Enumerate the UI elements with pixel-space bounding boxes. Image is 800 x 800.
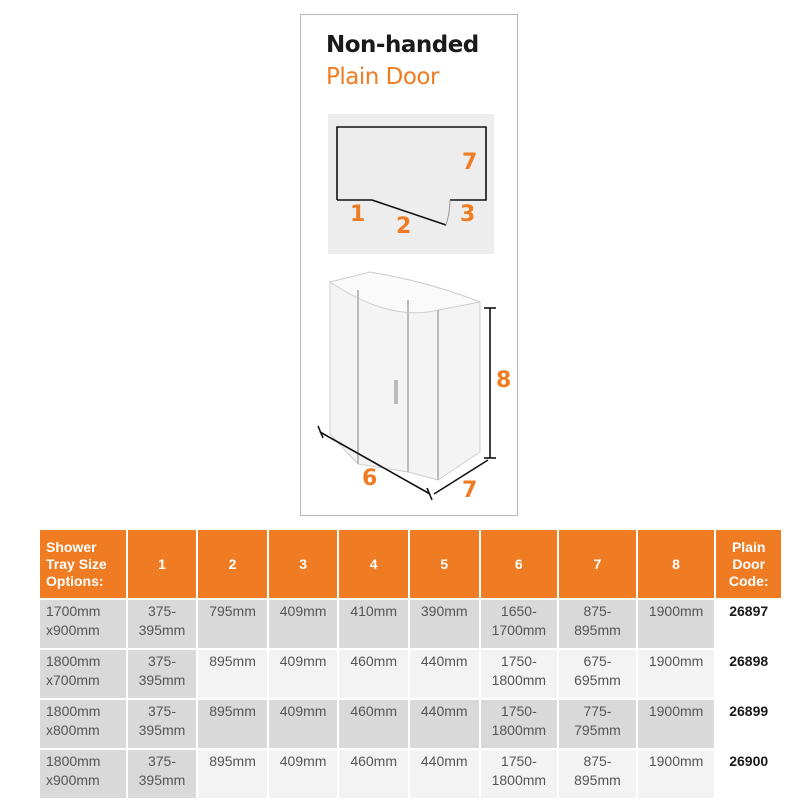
cell-dim-5: 440mm <box>410 650 479 698</box>
panel-subtitle: Plain Door <box>326 64 439 90</box>
plan-label-2: 2 <box>396 214 412 239</box>
cell-dim-8: 1900mm <box>638 700 715 748</box>
cell-dim-6: 1750- 1800mm <box>481 700 558 748</box>
cell-tray-size: 1700mm x900mm <box>40 600 126 648</box>
perspective-label-8: 8 <box>496 368 512 393</box>
cell-dim-7: 675- 695mm <box>559 650 636 698</box>
cell-door-code: 26900 <box>716 750 781 798</box>
cell-dim-4: 460mm <box>339 750 408 798</box>
cell-dim-8: 1900mm <box>638 750 715 798</box>
cell-door-code: 26898 <box>716 650 781 698</box>
panel-title: Non-handed <box>326 32 479 58</box>
plan-label-3: 3 <box>460 202 476 227</box>
header-col-7: 7 <box>559 530 636 598</box>
cell-dim-1: 375- 395mm <box>128 750 197 798</box>
plan-label-7: 7 <box>462 150 478 175</box>
plan-label-1: 1 <box>350 202 366 227</box>
cell-dim-6: 1750- 1800mm <box>481 750 558 798</box>
cell-dim-3: 409mm <box>269 650 338 698</box>
header-tray-size: Shower Tray Size Options: <box>40 530 126 598</box>
cell-dim-4: 410mm <box>339 600 408 648</box>
table-row <box>40 600 781 648</box>
header-col-3: 3 <box>269 530 338 598</box>
header-col-4: 4 <box>339 530 408 598</box>
table-header-row <box>40 530 781 598</box>
dimensions-table <box>38 528 783 800</box>
cell-dim-2: 895mm <box>198 700 267 748</box>
cell-dim-4: 460mm <box>339 650 408 698</box>
cell-dim-5: 440mm <box>410 750 479 798</box>
header-col-6: 6 <box>481 530 558 598</box>
cell-dim-8: 1900mm <box>638 650 715 698</box>
cell-tray-size: 1800mm x900mm <box>40 750 126 798</box>
cell-dim-5: 440mm <box>410 700 479 748</box>
table-row <box>40 750 781 798</box>
perspective-diagram <box>310 262 510 502</box>
cell-dim-1: 375- 395mm <box>128 600 197 648</box>
cell-tray-size: 1800mm x800mm <box>40 700 126 748</box>
cell-dim-7: 875- 895mm <box>559 750 636 798</box>
perspective-label-6: 6 <box>362 466 378 491</box>
perspective-label-7: 7 <box>462 478 478 503</box>
cell-tray-size: 1800mm x700mm <box>40 650 126 698</box>
cell-dim-3: 409mm <box>269 600 338 648</box>
cell-door-code: 26897 <box>716 600 781 648</box>
header-door-code: Plain Door Code: <box>716 530 781 598</box>
table-row <box>40 700 781 748</box>
cell-dim-3: 409mm <box>269 750 338 798</box>
cell-dim-5: 390mm <box>410 600 479 648</box>
cell-dim-4: 460mm <box>339 700 408 748</box>
cell-door-code: 26899 <box>716 700 781 748</box>
cell-dim-3: 409mm <box>269 700 338 748</box>
cell-dim-7: 875- 895mm <box>559 600 636 648</box>
cell-dim-1: 375- 395mm <box>128 700 197 748</box>
table-row <box>40 650 781 698</box>
cell-dim-8: 1900mm <box>638 600 715 648</box>
cell-dim-1: 375- 395mm <box>128 650 197 698</box>
header-col-5: 5 <box>410 530 479 598</box>
header-col-8: 8 <box>638 530 715 598</box>
header-col-1: 1 <box>128 530 197 598</box>
cell-dim-2: 795mm <box>198 600 267 648</box>
cell-dim-6: 1750- 1800mm <box>481 650 558 698</box>
header-col-2: 2 <box>198 530 267 598</box>
cell-dim-2: 895mm <box>198 750 267 798</box>
cell-dim-2: 895mm <box>198 650 267 698</box>
cell-dim-6: 1650- 1700mm <box>481 600 558 648</box>
cell-dim-7: 775- 795mm <box>559 700 636 748</box>
